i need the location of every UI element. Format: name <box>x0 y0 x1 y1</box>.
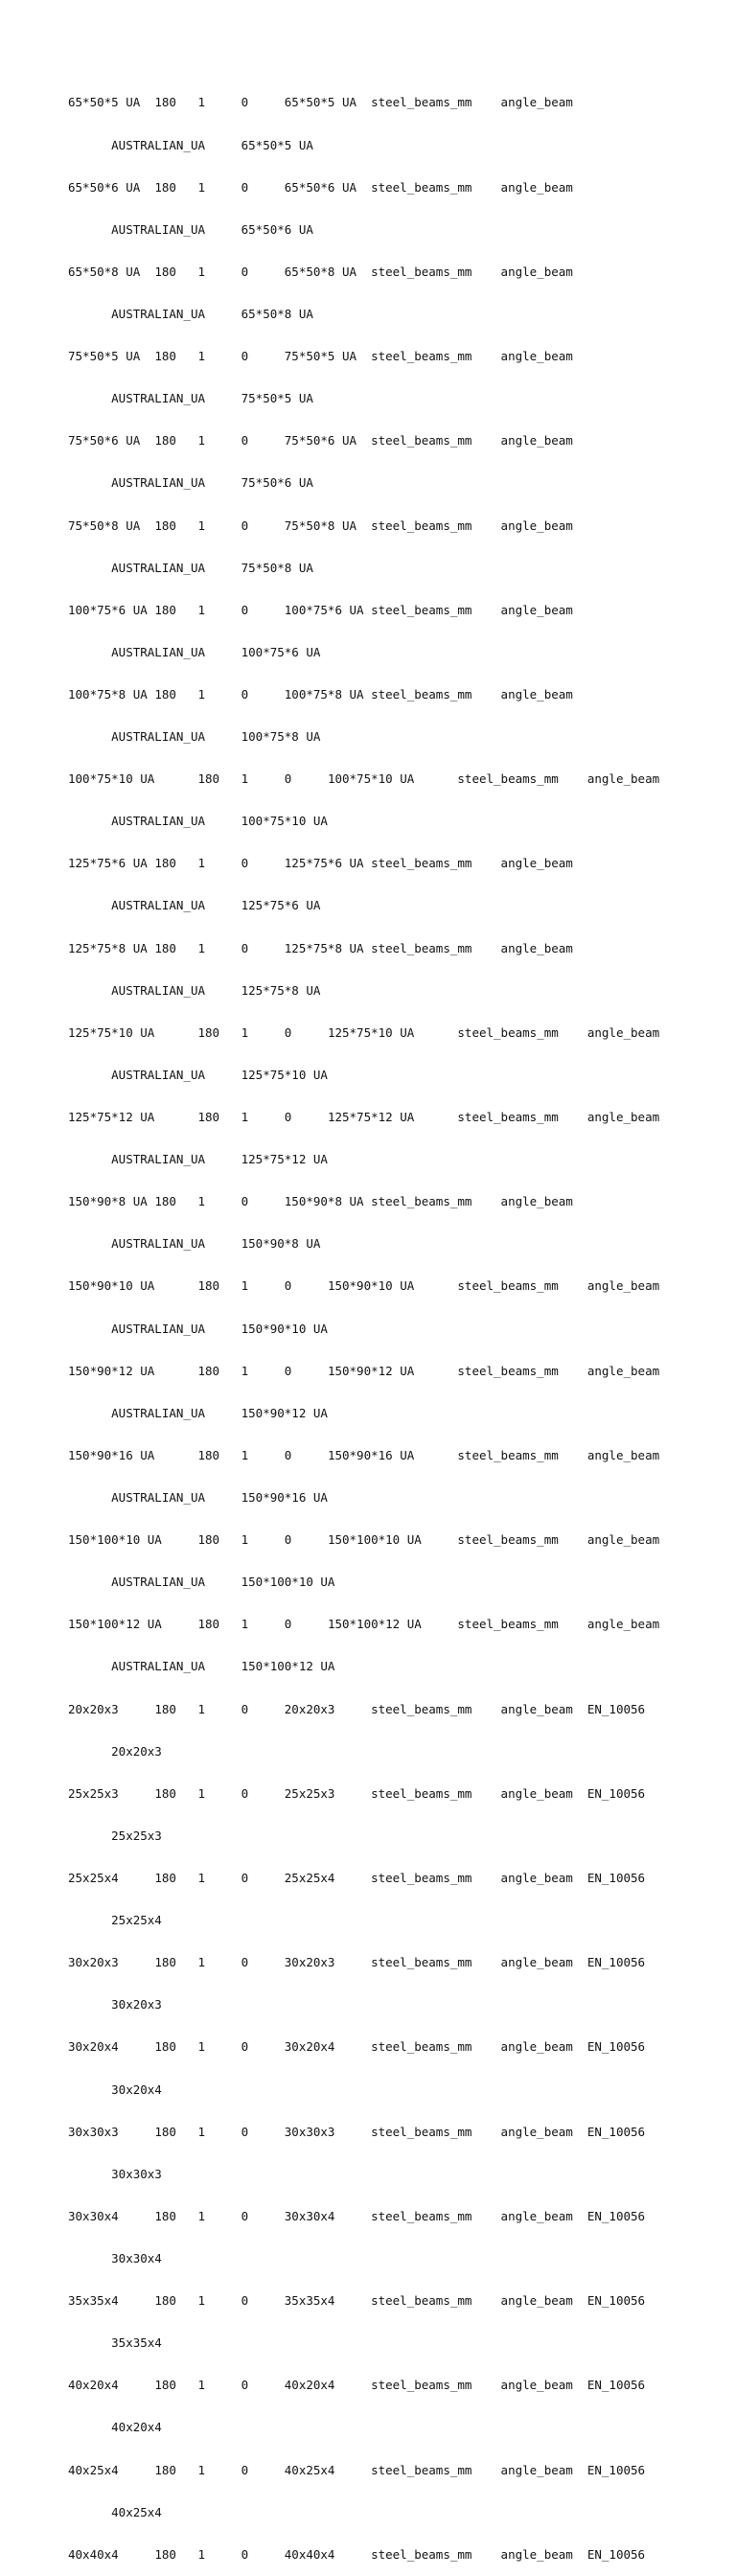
text-line: 35x35x4 180 1 0 35x35x4 steel_beams_mm angle_beam EN_10056 <box>68 2293 646 2309</box>
text-line: 25x25x3 <box>68 1828 162 1843</box>
text-line: 100*75*8 UA 180 1 0 100*75*8 UA steel_beams_mm angle_beam <box>68 686 573 702</box>
text-line: AUSTRALIAN_UA 125*75*12 UA <box>68 1152 328 1167</box>
text-line: 75*50*5 UA 180 1 0 75*50*5 UA steel_beams_mm angle_beam <box>68 349 573 364</box>
text-line: 150*90*16 UA 180 1 0 150*90*16 UA steel_beams_mm angle_beam <box>68 1447 660 1462</box>
text-line: AUSTRALIAN_UA 125*75*6 UA <box>68 898 321 913</box>
text-line: 30x30x3 180 1 0 30x30x3 steel_beams_mm angle_beam EN_10056 <box>68 2124 646 2139</box>
text-line: AUSTRALIAN_UA 65*50*8 UA <box>68 306 313 321</box>
text-line: AUSTRALIAN_UA 150*100*12 UA <box>68 1659 335 1674</box>
text-line: 125*75*8 UA 180 1 0 125*75*8 UA steel_beams_mm angle_beam <box>68 940 573 955</box>
text-line: 40x25x4 <box>68 2504 162 2519</box>
text-line: 150*90*12 UA 180 1 0 150*90*12 UA steel_beams_mm angle_beam <box>68 1363 660 1378</box>
text-line: AUSTRALIAN_UA 100*75*6 UA <box>68 644 321 659</box>
text-line: 30x20x4 <box>68 2082 162 2097</box>
text-line: AUSTRALIAN_UA 75*50*8 UA <box>68 560 313 575</box>
text-line: 40x25x4 180 1 0 40x25x4 steel_beams_mm angle_beam EN_10056 <box>68 2462 646 2477</box>
text-line: AUSTRALIAN_UA 75*50*6 UA <box>68 475 313 491</box>
text-line: 150*100*12 UA 180 1 0 150*100*12 UA steel_beams_mm angle_beam <box>68 1617 660 1632</box>
text-line: 25x25x3 180 1 0 25x25x3 steel_beams_mm angle_beam EN_10056 <box>68 1785 646 1801</box>
text-line: 30x30x3 <box>68 2166 162 2181</box>
text-line: AUSTRALIAN_UA 100*75*10 UA <box>68 814 328 829</box>
document-page <box>68 68 659 2576</box>
text-line: 125*75*10 UA 180 1 0 125*75*10 UA steel_beams_mm angle_beam <box>68 1024 660 1040</box>
text-line: 125*75*12 UA 180 1 0 125*75*12 UA steel_beams_mm angle_beam <box>68 1110 660 1125</box>
text-line: 75*50*8 UA 180 1 0 75*50*8 UA steel_beams_mm angle_beam <box>68 518 573 533</box>
text-line: 20x20x3 180 1 0 20x20x3 steel_beams_mm angle_beam EN_10056 <box>68 1701 646 1716</box>
text-line: AUSTRALIAN_UA 65*50*6 UA <box>68 221 313 237</box>
text-line: AUSTRALIAN_UA 65*50*5 UA <box>68 137 313 152</box>
text-line: 150*100*10 UA 180 1 0 150*100*10 UA steel_beams_mm angle_beam <box>68 1532 660 1548</box>
text-line: 30x30x4 <box>68 2250 162 2266</box>
text-line: AUSTRALIAN_UA 150*90*16 UA <box>68 1490 328 1506</box>
text-line: 35x35x4 <box>68 2335 162 2351</box>
text-line: 40x20x4 <box>68 2420 162 2435</box>
text-line: 65*50*8 UA 180 1 0 65*50*8 UA steel_beams_mm angle_beam <box>68 264 573 279</box>
text-line: AUSTRALIAN_UA 75*50*5 UA <box>68 391 313 406</box>
text-line: 20x20x3 <box>68 1743 162 1759</box>
text-line: 150*90*8 UA 180 1 0 150*90*8 UA steel_beams_mm angle_beam <box>68 1194 573 1209</box>
text-line: 25x25x4 <box>68 1913 162 1928</box>
text-line: AUSTRALIAN_UA 125*75*10 UA <box>68 1067 328 1082</box>
text-line: 150*90*10 UA 180 1 0 150*90*10 UA steel_beams_mm angle_beam <box>68 1278 660 1294</box>
text-line: AUSTRALIAN_UA 150*90*8 UA <box>68 1236 321 1252</box>
text-line: 75*50*6 UA 180 1 0 75*50*6 UA steel_beams_mm angle_beam <box>68 433 573 448</box>
text-line: AUSTRALIAN_UA 125*75*8 UA <box>68 982 321 998</box>
text-line: 25x25x4 180 1 0 25x25x4 steel_beams_mm angle_beam EN_10056 <box>68 1871 646 1885</box>
text-line: 30x20x4 180 1 0 30x20x4 steel_beams_mm angle_beam EN_10056 <box>68 2039 646 2055</box>
text-line: 100*75*6 UA 180 1 0 100*75*6 UA steel_beams_mm angle_beam <box>68 602 573 617</box>
text-line: 30x20x3 <box>68 1997 162 2012</box>
text-line: AUSTRALIAN_UA 150*100*10 UA <box>68 1575 335 1590</box>
text-line: 125*75*6 UA 180 1 0 125*75*6 UA steel_beams_mm angle_beam <box>68 856 573 871</box>
text-line: 30x30x4 180 1 0 30x30x4 steel_beams_mm angle_beam EN_10056 <box>68 2208 646 2223</box>
text-line: 40x40x4 180 1 0 40x40x4 steel_beams_mm angle_beam EN_10056 <box>68 2546 646 2562</box>
text-line: AUSTRALIAN_UA 150*90*12 UA <box>68 1405 328 1420</box>
text-line: 100*75*10 UA 180 1 0 100*75*10 UA steel_beams_mm angle_beam <box>68 771 660 787</box>
text-line: 40x20x4 180 1 0 40x20x4 steel_beams_mm angle_beam EN_10056 <box>68 2378 646 2393</box>
text-line: 30x20x3 180 1 0 30x20x3 steel_beams_mm angle_beam EN_10056 <box>68 1955 646 1970</box>
text-line: 65*50*5 UA 180 1 0 65*50*5 UA steel_beams_mm angle_beam <box>68 95 573 110</box>
text-line: AUSTRALIAN_UA 150*90*10 UA <box>68 1321 328 1336</box>
text-line: AUSTRALIAN_UA 100*75*8 UA <box>68 729 321 745</box>
text-line: 65*50*6 UA 180 1 0 65*50*6 UA steel_beams_mm angle_beam <box>68 179 573 195</box>
